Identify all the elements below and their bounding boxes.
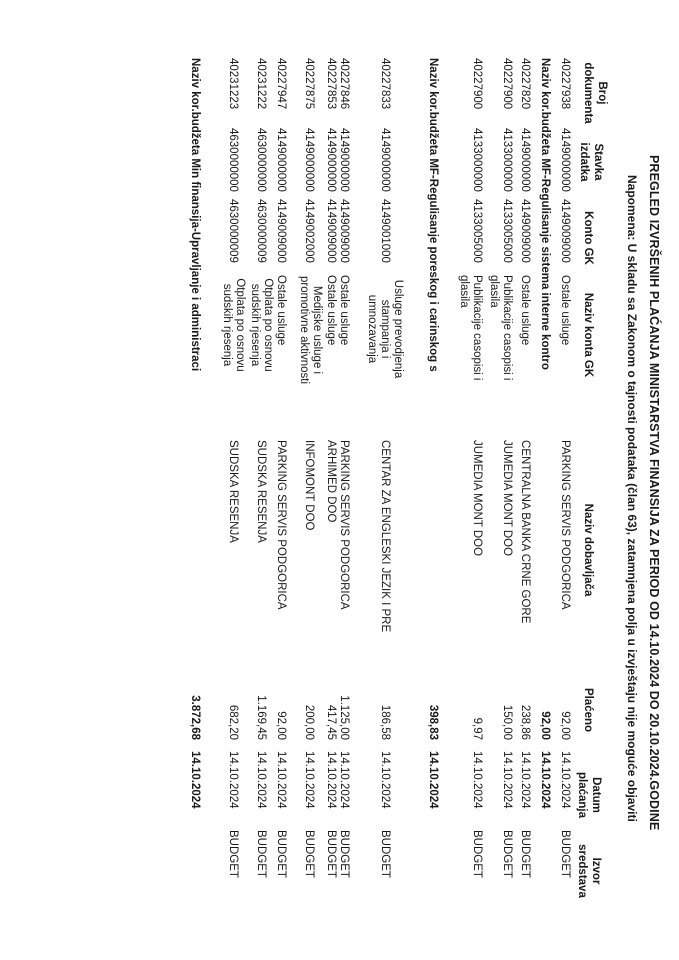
- cell-izvor: BUDGET: [501, 830, 513, 878]
- cell-konto: 4133005000: [471, 199, 483, 263]
- header-placeno: Plaćeno: [582, 687, 594, 733]
- section-total: 3.872,68: [189, 695, 201, 740]
- cell-placeno: 92,00: [275, 711, 287, 740]
- cell-placeno: 200,00: [303, 704, 315, 740]
- header-konto-gk: Konto GK: [582, 211, 594, 265]
- cell-broj: 40231222: [255, 58, 267, 110]
- cell-naziv-konta: Publikacije casopisi i glasila: [488, 275, 513, 381]
- cell-datum: 14.10.2024: [519, 751, 531, 809]
- cell-datum: 14.10.2024: [471, 751, 483, 809]
- cell-datum: 14.10.2024: [275, 751, 287, 809]
- cell-placeno: 186,58: [379, 704, 391, 740]
- cell-konto: 4133005000: [501, 199, 513, 263]
- header-izvor-sredstava: Izvor sredstava: [576, 844, 602, 898]
- cell-naziv-konta: Ostale usluge: [559, 275, 571, 346]
- section-title: Naziv kor.budžeta MF-Regulisanje poreskog i carinskog s: [427, 58, 439, 372]
- cell-broj: 40227846: [338, 58, 350, 110]
- section-total-date: 14.10.2024: [539, 751, 551, 809]
- cell-broj: 40227938: [559, 58, 571, 110]
- cell-dobavljac: PARKING SERVIS PODGORICA: [338, 440, 350, 610]
- cell-konto: 4149001000: [379, 199, 391, 263]
- cell-naziv-konta: Usluge prevodjenja stampanja i umnozavanja: [366, 279, 404, 379]
- cell-stavka: 4133000000: [471, 128, 483, 192]
- cell-placeno: 417,45: [325, 704, 337, 740]
- cell-naziv-konta: Publikacije casopisi i glasila: [458, 275, 483, 381]
- cell-izvor: BUDGET: [519, 830, 531, 878]
- header-datum-placanja: Datum plaćanja: [576, 771, 602, 819]
- cell-naziv-konta: Otplata po osnovu sudskih rjesenja: [249, 278, 274, 372]
- cell-konto: 4630000009: [227, 199, 239, 263]
- report-title: PREGLED IZVRŠENIH PLAĆANJA MINISTARSTVA FINANSIJA ZA PERIOD OD 14.10.2024 DO 20.10.2024.GODINE: [647, 155, 661, 831]
- cell-konto: 4149002000: [303, 199, 315, 263]
- cell-konto: 4149009000: [338, 199, 350, 263]
- section-total: 92,00: [539, 711, 551, 740]
- cell-stavka: 4630000000: [227, 128, 239, 192]
- cell-konto: 4149009000: [519, 199, 531, 263]
- cell-izvor: BUDGET: [338, 830, 350, 878]
- cell-placeno: 682,20: [227, 704, 239, 740]
- cell-stavka: 4149000000: [559, 128, 571, 192]
- cell-broj: 40227833: [379, 58, 391, 110]
- cell-naziv-konta: Ostale usluge: [338, 275, 350, 346]
- header-broj-dokumenta: Broj dokumenta: [582, 62, 608, 124]
- cell-naziv-konta: Otplata po osnovu sudskih rjesenja: [221, 278, 246, 372]
- section-title: Naziv kor.budžeta MF-Regulisanje sistema interne kontro: [539, 58, 551, 370]
- cell-dobavljac: JUMEDIA MONT DOO: [471, 440, 483, 557]
- cell-stavka: 4133000000: [501, 128, 513, 192]
- cell-konto: 4630000009: [255, 199, 267, 263]
- section-title: Naziv kor.budžeta Min finansija-Upravljanje i administraci: [189, 58, 201, 372]
- cell-broj: 40227900: [501, 58, 513, 110]
- cell-datum: 14.10.2024: [227, 751, 239, 809]
- cell-placeno: 1.125,00: [338, 695, 350, 740]
- cell-placeno: 238,86: [519, 704, 531, 740]
- cell-datum: 14.10.2024: [255, 751, 267, 809]
- cell-datum: 14.10.2024: [559, 751, 571, 809]
- confidentiality-note: Napomena: U skladu sa Zakonom o tajnosti podataka (član 63), zatamnjena polja u izvještaju nije moguće objaviti: [625, 175, 639, 822]
- cell-stavka: 4149000000: [338, 128, 350, 192]
- cell-datum: 14.10.2024: [303, 751, 315, 809]
- cell-dobavljac: INFOMONT DOO: [303, 440, 315, 531]
- cell-izvor: BUDGET: [275, 830, 287, 878]
- cell-datum: 14.10.2024: [379, 751, 391, 809]
- cell-broj: 40227947: [275, 58, 287, 110]
- cell-broj: 40227900: [471, 58, 483, 110]
- cell-stavka: 4149000000: [519, 128, 531, 192]
- section-total: 398,83: [427, 704, 439, 740]
- cell-stavka: 4630000000: [255, 128, 267, 192]
- cell-naziv-konta: Ostale usluge: [519, 275, 531, 346]
- cell-broj: 40227820: [519, 58, 531, 110]
- cell-izvor: BUDGET: [379, 830, 391, 878]
- cell-dobavljac: PARKING SERVIS PODGORICA: [275, 440, 287, 610]
- header-naziv-dobavljaca: Naziv dobavljača: [582, 503, 594, 597]
- cell-naziv-konta: Ostale usluge: [325, 275, 337, 346]
- cell-izvor: BUDGET: [325, 830, 337, 878]
- cell-izvor: BUDGET: [471, 830, 483, 878]
- cell-izvor: BUDGET: [559, 830, 571, 878]
- cell-dobavljac: SUDSKA RESENJA: [255, 440, 267, 543]
- header-stavka-izdatka: Stavka izdatka: [578, 142, 604, 182]
- cell-izvor: BUDGET: [255, 830, 267, 878]
- section-total-date: 14.10.2024: [427, 751, 439, 809]
- cell-stavka: 4149000000: [303, 128, 315, 192]
- cell-konto: 4149009000: [325, 199, 337, 263]
- cell-datum: 14.10.2024: [338, 751, 350, 809]
- cell-datum: 14.10.2024: [501, 751, 513, 809]
- cell-placeno: 1.169,45: [255, 695, 267, 740]
- header-naziv-konta-gk: Naziv konta GK: [582, 292, 594, 378]
- cell-konto: 4149009000: [275, 199, 287, 263]
- cell-izvor: BUDGET: [303, 830, 315, 878]
- cell-konto: 4149009000: [559, 199, 571, 263]
- cell-datum: 14.10.2024: [325, 751, 337, 809]
- cell-dobavljac: CENTRALNA BANKA CRNE GORE: [519, 440, 531, 624]
- cell-stavka: 4149000000: [275, 128, 287, 192]
- cell-broj: 40227875: [303, 58, 315, 110]
- section-total-date: 14.10.2024: [189, 751, 201, 809]
- cell-placeno: 9,97: [471, 717, 483, 740]
- cell-broj: 40227853: [325, 58, 337, 110]
- cell-dobavljac: ARHIMED DOO: [325, 440, 337, 523]
- cell-dobavljac: SUDSKA RESENJA: [227, 440, 239, 543]
- cell-naziv-konta: Ostale usluge: [275, 275, 287, 346]
- cell-broj: 40231223: [227, 58, 239, 110]
- cell-dobavljac: JUMEDIA MONT DOO: [501, 440, 513, 557]
- cell-izvor: BUDGET: [227, 830, 239, 878]
- cell-dobavljac: PARKING SERVIS PODGORICA: [559, 440, 571, 610]
- cell-dobavljac: CENTAR ZA ENGLESKI JEZIK I PRE: [379, 440, 391, 633]
- cell-naziv-konta: Medijske usluge i promotivne aktivnosti: [298, 275, 323, 385]
- cell-placeno: 92,00: [559, 711, 571, 740]
- cell-placeno: 150,00: [501, 704, 513, 740]
- cell-stavka: 4149000000: [325, 128, 337, 192]
- cell-stavka: 4149000000: [379, 128, 391, 192]
